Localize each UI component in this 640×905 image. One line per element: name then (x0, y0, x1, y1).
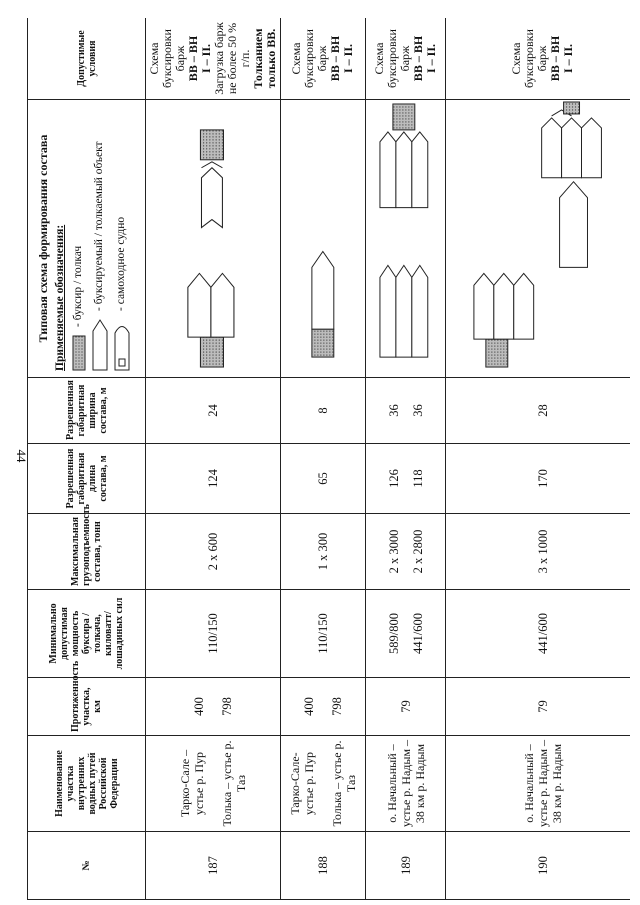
rotated-table-area (27, 18, 630, 900)
row-scheme-diagram (146, 100, 281, 378)
convoy-scheme-189 (366, 100, 446, 377)
legend-tug (72, 141, 86, 371)
row-length (281, 678, 366, 736)
row-max-length: 124 (146, 444, 281, 514)
cond-line: I – II. (424, 44, 439, 74)
row-capacity (365, 514, 446, 590)
cond-line: I – II. (199, 44, 213, 74)
row-power: 110/150 (281, 590, 366, 678)
cond-line: ВВ – ВН (548, 35, 563, 82)
cond-line: Загрузка барж не более 50 % г/п. (212, 22, 252, 95)
row-power: 110/150 (146, 590, 281, 678)
row-conditions (281, 18, 366, 100)
header-capacity: Максимальная грузоподъемность состава, тонн (28, 514, 146, 590)
header-length: Протяженность участка, км (28, 678, 146, 736)
row-scheme-diagram (281, 100, 366, 378)
table-grid (27, 18, 630, 900)
tug-icon (72, 335, 86, 371)
legend-tug-label: - буксир / толкач (72, 245, 84, 327)
row-length (146, 678, 281, 736)
legend-title: Применяемые обозначения: (53, 224, 66, 371)
row-conditions (365, 18, 446, 100)
row-num: 187 (146, 832, 281, 900)
row-scheme-diagram (446, 100, 630, 378)
row-max-width: 28 (446, 378, 630, 444)
header-row (28, 18, 146, 900)
row-num: 190 (446, 832, 630, 900)
power-part: 441/600 (410, 613, 425, 654)
header-power: Минимально допустимая мощность буксира / толкача, киловатт/лошадиных сил (28, 590, 146, 678)
self-propelled-vessel-icon (114, 319, 130, 371)
cond-line: Схема буксировки барж (289, 29, 330, 88)
cond-line: I – II. (561, 44, 576, 74)
row-capacity: 2 х 600 (146, 514, 281, 590)
row-max-length: 170 (446, 444, 630, 514)
power-part: 589/800 (386, 613, 401, 654)
section-part: Толька – устье р. Таз (329, 740, 358, 827)
row-num: 189 (365, 832, 446, 900)
row-num: 188 (281, 832, 366, 900)
barge-icon (92, 319, 108, 371)
row-section: о. Начальный – устье р. Надым – 38 км р. Надым (446, 736, 630, 832)
cond-line: I – II. (341, 44, 356, 74)
row-conditions (146, 18, 281, 100)
row-section: о. Начальный – устье р. Надым – 38 км р. Надым (365, 736, 446, 832)
row-conditions (446, 18, 630, 100)
length-part: 798 (329, 697, 344, 716)
legend (55, 141, 136, 371)
header-conditions: Допустимые условия (28, 18, 146, 100)
page-number: 44 (14, 449, 29, 463)
table-row (146, 18, 281, 900)
section-part: Толька – устье р. Таз (220, 740, 248, 827)
length-part: 400 (192, 697, 206, 716)
row-max-width (365, 378, 446, 444)
row-max-length: 65 (281, 444, 366, 514)
convoy-scheme-187 (146, 100, 280, 377)
legend-barge (92, 141, 108, 371)
row-capacity: 3 х 1000 (446, 514, 630, 590)
cond-line: Толканием только ВВ. (251, 28, 278, 89)
row-scheme-diagram (365, 100, 446, 378)
row-length: 79 (446, 678, 630, 736)
table-row (446, 18, 630, 900)
max-length-part: 118 (410, 469, 425, 488)
cond-line: ВВ – ВН (411, 35, 426, 82)
row-length: 79 (365, 678, 446, 736)
header-max-length: Разрешенная габаритная длина состава, м (28, 444, 146, 514)
row-max-width: 8 (281, 378, 366, 444)
max-width-part: 36 (410, 404, 425, 417)
table-row (281, 18, 366, 900)
cond-line: Схема буксировки барж (509, 29, 550, 88)
row-section (281, 736, 366, 832)
header-num: № (28, 832, 146, 900)
convoy-scheme-190 (446, 100, 630, 377)
cond-line: ВВ – ВН (186, 35, 200, 82)
length-part: 798 (220, 697, 234, 716)
row-power: 441/600 (446, 590, 630, 678)
legend-selfprop-label: - самоходное судно (115, 216, 127, 311)
capacity-part: 2 х 2800 (410, 529, 425, 574)
max-width-part: 36 (386, 404, 401, 417)
scheme-title: Типовая схема формирования состава (35, 134, 50, 343)
convoy-scheme-188 (281, 100, 365, 377)
legend-barge-label: - буксируемый / толкаемый объект (93, 141, 105, 311)
section-part: Тарко-Сале- устье р. Пур (287, 751, 316, 816)
capacity-part: 2 х 3000 (386, 529, 401, 574)
length-part: 400 (301, 697, 316, 716)
row-max-length (365, 444, 446, 514)
row-capacity: 1 х 300 (281, 514, 366, 590)
regulations-table (27, 18, 630, 900)
row-power (365, 590, 446, 678)
header-max-width: Разрешенная габаритная ширина состава, м (28, 378, 146, 444)
header-section: Наименование участка внутренних водных путей Российской Федерации (28, 736, 146, 832)
max-length-part: 126 (386, 469, 401, 488)
table-row (365, 18, 446, 900)
legend-selfprop (114, 141, 130, 371)
row-max-width: 24 (146, 378, 281, 444)
header-scheme (28, 100, 146, 378)
cond-line: Схема буксировки барж (372, 29, 413, 88)
cond-line: Схема буксировки барж (147, 29, 187, 88)
row-section (146, 736, 281, 832)
cond-line: ВВ – ВН (328, 35, 343, 82)
section-part: Тарко-Сале – устье р. Пур (178, 749, 206, 818)
